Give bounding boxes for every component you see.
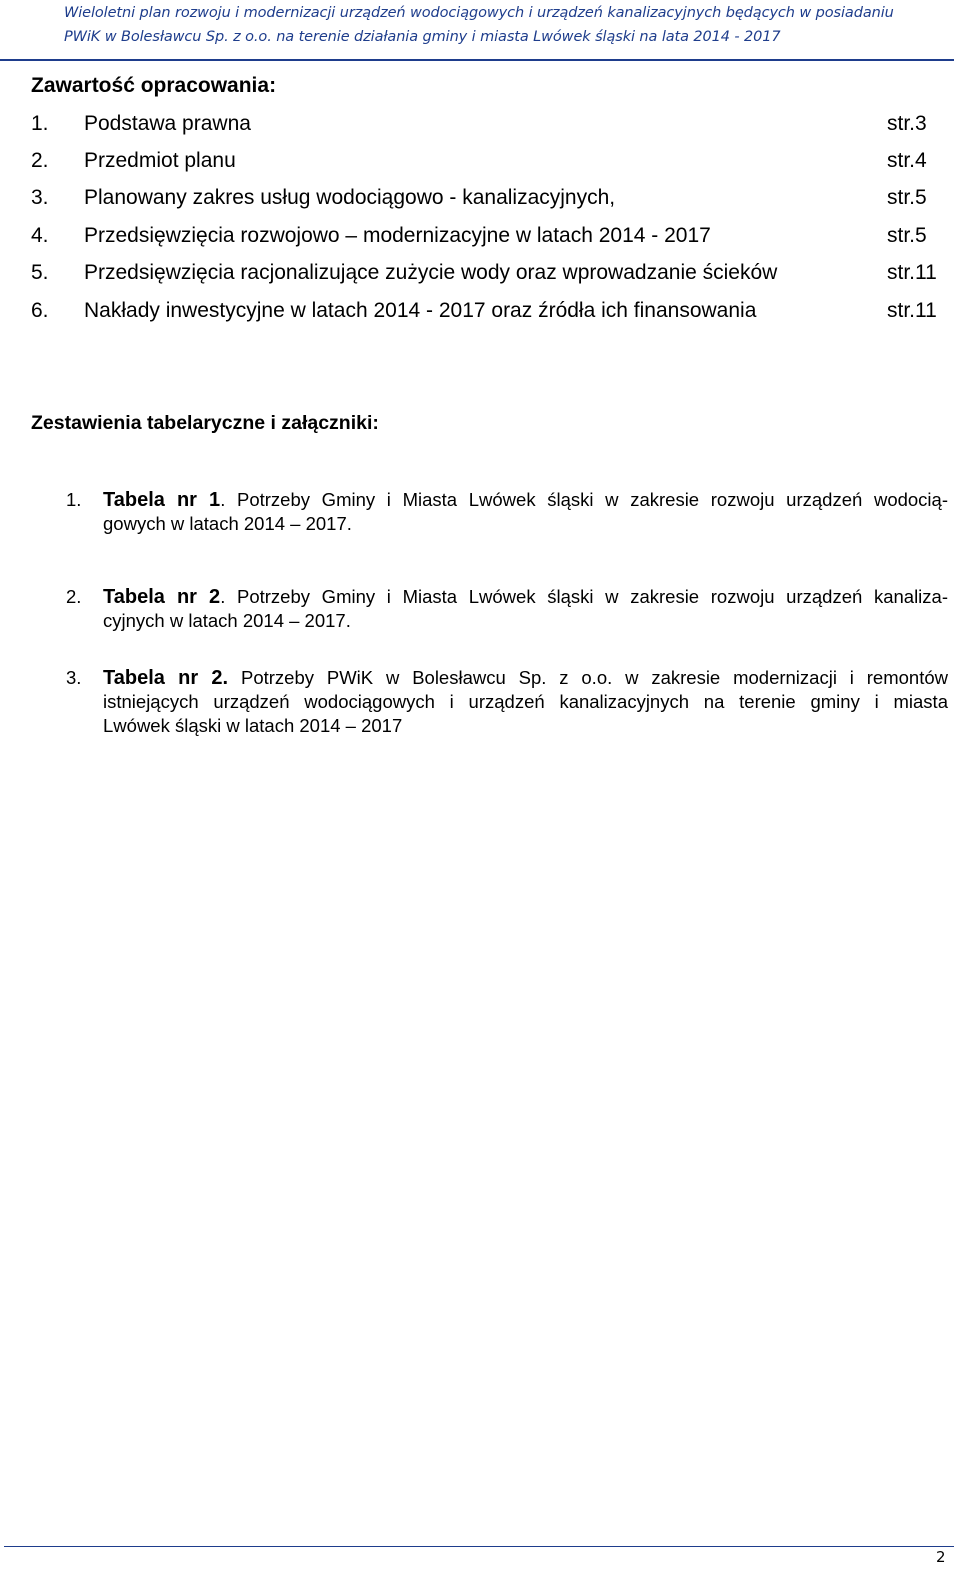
attachment-line: Lwówek śląski w latach 2014 – 2017 [103, 715, 403, 736]
toc-item-label: Przedsięwzięcia rozwojowo – modernizacyjne w latach 2014 - 2017 [84, 224, 711, 247]
attachment-line [103, 488, 948, 512]
toc-item-number: 1. [31, 112, 49, 135]
toc-item [31, 149, 931, 177]
toc-item-page: str.3 [887, 112, 927, 135]
attachment-description [103, 585, 948, 633]
toc-item-page: str.11 [887, 261, 937, 284]
attachment-text: . Potrzeby Gminy i Miasta Lwówek śląski w zakresie rozwoju urządzeń wodocią- [220, 489, 948, 510]
toc-item-page: str.5 [887, 186, 927, 209]
attachments-title: Zestawienia tabelaryczne i załączniki: [31, 412, 379, 434]
toc-item-page: str.5 [887, 224, 927, 247]
toc-item-label: Planowany zakres usług wodociągowo - kanalizacyjnych, [84, 186, 616, 209]
toc-item-number: 5. [31, 261, 49, 284]
attachment-table-ref: Tabela nr 1 [103, 489, 221, 511]
attachment-line: gowych w latach 2014 – 2017. [103, 513, 352, 534]
attachment-text: Potrzeby PWiK w Bolesławcu Sp. z o.o. w zakresie modernizacji i remontów [228, 667, 948, 688]
toc-item-number: 6. [31, 299, 49, 322]
toc-item-page: str.11 [887, 299, 937, 322]
attachment-number: 3. [66, 667, 82, 688]
attachment-description [103, 666, 948, 738]
toc-item-page: str.4 [887, 149, 927, 172]
attachment-table-ref: Tabela nr 2 [103, 586, 221, 608]
toc-item-label: Przedsięwzięcia racjonalizujące zużycie wody oraz wprowadzanie ścieków [84, 261, 778, 284]
header-divider [0, 59, 954, 61]
attachment-table-ref: Tabela nr 2. [103, 667, 229, 689]
header-title-line-1: Wieloletni plan rozwoju i modernizacji urządzeń wodociągowych i urządzeń kanalizacyjnych będących w posiadaniu [64, 5, 894, 21]
toc-item-number: 2. [31, 149, 49, 172]
attachment-line: istniejących urządzeń wodociągowych i urządzeń kanalizacyjnych na terenie gminy i miasta [103, 691, 948, 712]
page-number: 2 [936, 1548, 946, 1566]
toc-item [31, 186, 931, 214]
toc-title: Zawartość opracowania: [31, 74, 277, 97]
attachment-description [103, 488, 948, 536]
toc-item-label: Podstawa prawna [84, 112, 251, 135]
toc-item [31, 112, 931, 140]
attachment-number: 1. [66, 489, 82, 510]
attachment-line: cyjnych w latach 2014 – 2017. [103, 610, 351, 631]
attachment-text: . Potrzeby Gminy i Miasta Lwówek śląski w zakresie rozwoju urządzeń kanaliza- [220, 586, 948, 607]
toc-item [31, 299, 937, 327]
toc-item-label: Nakłady inwestycyjne w latach 2014 - 2017 oraz źródła ich finansowania [84, 299, 757, 322]
toc-item [31, 261, 937, 289]
header-title-line-2: PWiK w Bolesławcu Sp. z o.o. na terenie działania gminy i miasta Lwówek śląski na lata 2014 - 2017 [64, 29, 781, 45]
attachment-number: 2. [66, 586, 82, 607]
toc-item-label: Przedmiot planu [84, 149, 236, 172]
footer-divider [4, 1546, 954, 1547]
attachment-line [103, 585, 948, 609]
toc-item-number: 4. [31, 224, 49, 247]
toc-item [31, 224, 931, 252]
attachment-line [103, 666, 948, 690]
toc-item-number: 3. [31, 186, 49, 209]
